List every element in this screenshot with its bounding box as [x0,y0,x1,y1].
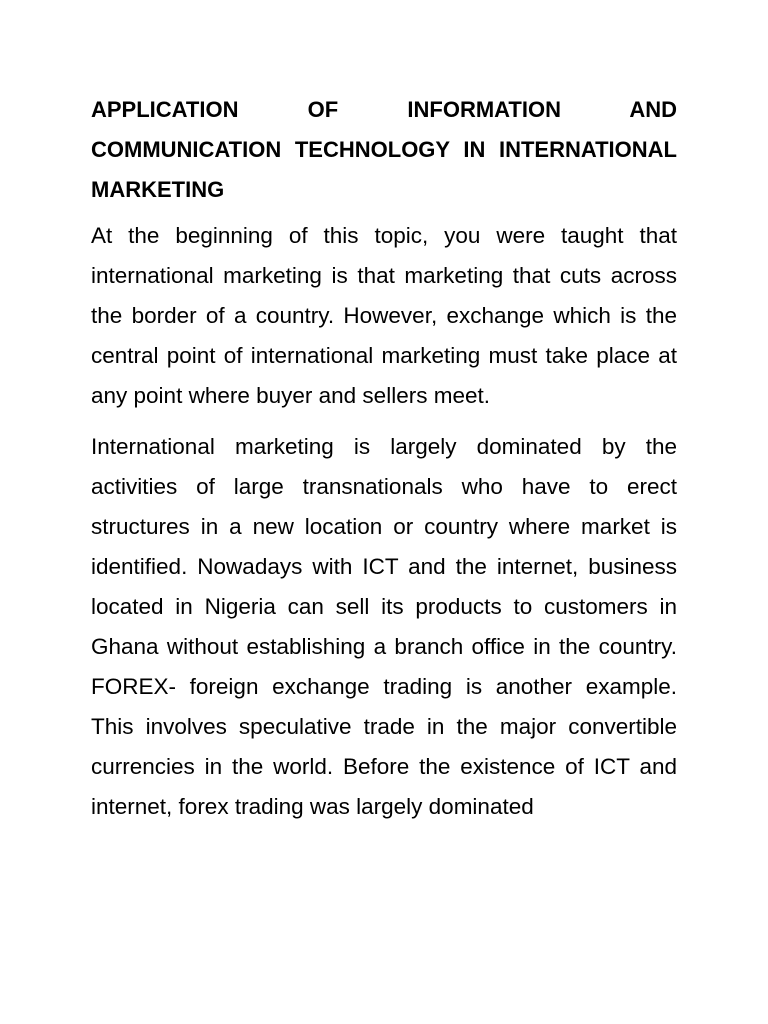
section-heading: APPLICATION OF INFORMATION AND COMMUNICATION TECHNOLOGY IN INTERNATIONAL MARKETING [91,97,677,202]
paragraph-intro: At the beginning of this topic, you were taught that international marketing is that marketing that cuts across the border of a country. However, exchange which is the central point of international marketing must take place at any point where buyer and sellers meet. [91,223,684,408]
document-body [91,90,696,838]
paragraph-transnationals: International marketing is largely dominated by the activities of large transnationals who have to erect structures in a new location or country where market is identified. Nowadays with ICT and the internet, business located in Nigeria can sell its products to customers in Ghana without establishing a branch office in the country. FOREX- foreign exchange trading is another example. This involves speculative trade in the major convertible currencies in the world. Before the existence of ICT and internet, forex trading was largely dominated [91,434,696,819]
